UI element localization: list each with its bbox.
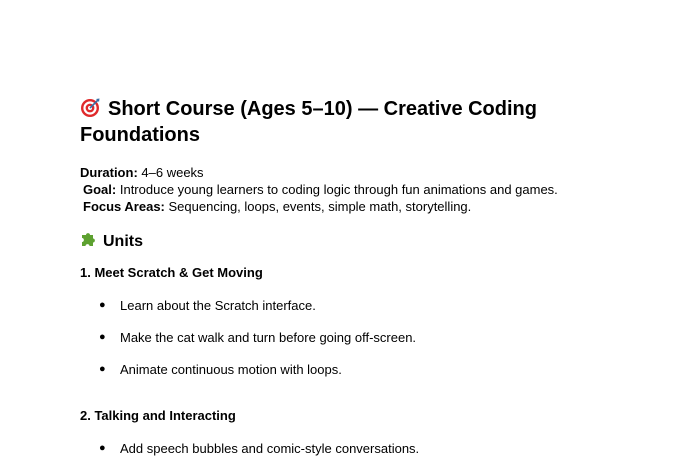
course-meta <box>80 164 640 215</box>
focus-row <box>80 198 640 215</box>
unit-1-list <box>80 297 640 378</box>
list-item-text: Learn about the Scratch interface. <box>120 298 316 313</box>
goal-row <box>80 181 640 198</box>
bullet-icon: ● <box>99 299 106 311</box>
bullet-icon: ● <box>99 331 106 343</box>
bullet-icon: ● <box>99 363 106 375</box>
focus-value: Sequencing, loops, events, simple math, storytelling. <box>164 199 472 214</box>
list-item <box>80 361 640 378</box>
document-page <box>80 96 640 457</box>
bullet-icon: ● <box>99 442 106 454</box>
goal-value: Introduce young learners to coding logic through fun animations and games. <box>116 182 558 197</box>
units-heading-text: Units <box>103 233 143 250</box>
list-item <box>80 440 640 457</box>
unit-1-title: 1. Meet Scratch & Get Moving <box>80 265 263 280</box>
focus-label: Focus Areas: <box>83 199 165 214</box>
units-heading <box>80 231 640 252</box>
unit-2-title: 2. Talking and Interacting <box>80 408 236 423</box>
list-item-text: Add speech bubbles and comic-style conversations. <box>120 441 420 456</box>
duration-value: 4–6 weeks <box>137 165 204 180</box>
page-title-text: Short Course (Ages 5–10) — Creative Coding Foundations <box>80 98 537 146</box>
duration-row <box>80 164 640 181</box>
list-item <box>80 297 640 314</box>
direct-hit-target-icon <box>80 98 100 118</box>
list-item-text: Animate continuous motion with loops. <box>120 362 342 377</box>
goal-label: Goal: <box>83 182 117 197</box>
list-item-text: Make the cat walk and turn before going off-screen. <box>120 330 417 345</box>
list-item <box>80 329 640 346</box>
duration-label: Duration: <box>80 165 138 180</box>
unit-2-list <box>80 440 640 457</box>
puzzle-piece-icon <box>80 231 97 248</box>
page-title <box>80 96 640 148</box>
